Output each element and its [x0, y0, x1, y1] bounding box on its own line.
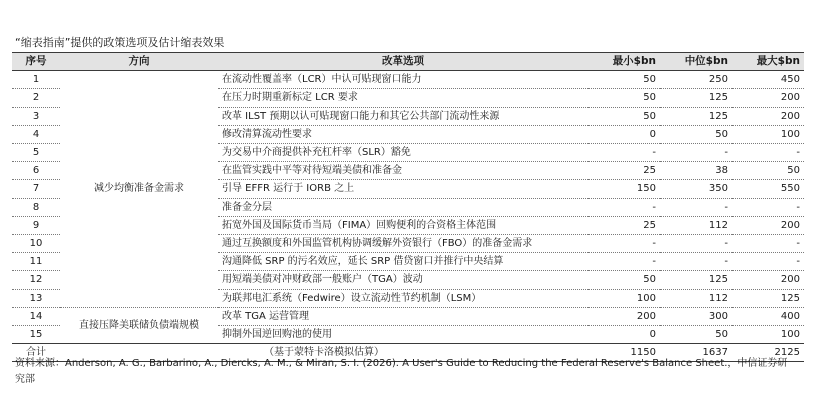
row-option: 在监管实践中平等对待短端美债和准备金 [218, 162, 588, 180]
row-number: 15 [29, 329, 43, 341]
row-median: 250 [660, 71, 732, 89]
table-row [12, 71, 804, 89]
row-min: 0 [649, 329, 656, 341]
row-number: 1 [12, 71, 60, 89]
row-option: 沟通降低 SRP 的污名效应，延长 SRP 借贷窗口并推行中央结算 [218, 253, 588, 271]
row-option: 为交易中介商提供补充杠杆率（SLR）豁免 [218, 144, 588, 162]
row-min: 50 [588, 71, 660, 89]
row-median: - [660, 144, 732, 162]
row-number: 10 [12, 235, 60, 253]
row-max: - [732, 235, 804, 253]
row-median: 125 [660, 271, 732, 289]
row-median: 300 [660, 307, 732, 325]
row-option: 在流动性覆盖率（LCR）中认可贴现窗口能力 [218, 71, 588, 89]
row-min: 150 [588, 180, 660, 198]
row-median: - [660, 253, 732, 271]
row-direction: 减少均衡准备金需求 [60, 71, 218, 308]
row-option: 拓宽外国及国际货币当局（FIMA）回购便利的合资格主体范围 [218, 216, 588, 234]
header-min: 最小$bn [588, 53, 660, 71]
row-max: 200 [732, 216, 804, 234]
row-number: 2 [12, 89, 60, 107]
row-number: 9 [12, 216, 60, 234]
row-min: 25 [588, 216, 660, 234]
total-median: 1637 [660, 344, 732, 362]
total-max: 2125 [732, 344, 804, 362]
row-median: 125 [660, 107, 732, 125]
table-header-row [12, 53, 804, 71]
table-caption: “缩表指南”提供的政策选项及估计缩表效果 [15, 36, 225, 49]
row-number: 8 [12, 198, 60, 216]
row-median: - [660, 198, 732, 216]
row-direction: 直接压降美联储负债端规模 [79, 319, 199, 331]
table-row [12, 307, 804, 325]
row-option: 修改清算流动性要求 [218, 125, 588, 143]
row-number: 4 [12, 125, 60, 143]
row-max: 450 [732, 71, 804, 89]
row-max: 50 [732, 162, 804, 180]
row-option: 引导 EFFR 运行于 IORB 之上 [218, 180, 588, 198]
row-max: - [732, 253, 804, 271]
header-max: 最大$bn [732, 53, 804, 71]
header-median: 中位$bn [660, 53, 732, 71]
row-median: 350 [660, 180, 732, 198]
row-median: 50 [660, 125, 732, 143]
row-median: 112 [660, 289, 732, 307]
row-min: 50 [588, 107, 660, 125]
row-min: 50 [588, 271, 660, 289]
row-max: 100 [780, 329, 800, 341]
row-number: 12 [12, 271, 60, 289]
row-median: 38 [660, 162, 732, 180]
row-max: - [732, 144, 804, 162]
row-max: 100 [732, 125, 804, 143]
row-option: 为联邦电汇系统（Fedwire）设立流动性节约机制（LSM） [218, 289, 588, 307]
row-number: 5 [12, 144, 60, 162]
row-number: 6 [12, 162, 60, 180]
header-option: 改革选项 [218, 53, 588, 71]
row-max: 200 [732, 107, 804, 125]
row-min: 50 [588, 89, 660, 107]
row-median: 125 [660, 89, 732, 107]
source-note: 资料来源：Anderson, A. G., Barbarino, A., Diercks, A. M., & Miran, S. I. (2026). A User's Guide to Reducing the Federal Reserve's Balance Sheet.，中信证券研究部 [15, 358, 788, 385]
table-body [12, 71, 804, 344]
row-number: 7 [12, 180, 60, 198]
total-label: 合计 [12, 344, 60, 362]
row-option: 准备金分层 [218, 198, 588, 216]
row-min: - [588, 198, 660, 216]
total-min: 1150 [588, 344, 660, 362]
header-no: 序号 [12, 53, 60, 71]
row-max: 400 [732, 307, 804, 325]
row-option: 抑制外国逆回购池的使用 [222, 329, 332, 341]
row-min: - [588, 253, 660, 271]
row-number: 3 [12, 107, 60, 125]
row-number: 14 [12, 307, 60, 325]
row-max: 200 [732, 89, 804, 107]
row-min: 100 [588, 289, 660, 307]
header-direction: 方向 [60, 53, 218, 71]
row-max: 200 [732, 271, 804, 289]
row-option: 通过互换额度和外国监管机构协调缓解外资银行（FBO）的准备金需求 [218, 235, 588, 253]
row-median: 112 [660, 216, 732, 234]
row-max: - [732, 198, 804, 216]
row-option: 在压力时期重新标定 LCR 要求 [218, 89, 588, 107]
row-max: 125 [732, 289, 804, 307]
row-max: 550 [732, 180, 804, 198]
row-min: - [588, 235, 660, 253]
row-option: 改革 TGA 运营管理 [218, 307, 588, 325]
row-median: - [660, 235, 732, 253]
row-min: - [588, 144, 660, 162]
row-number: 11 [12, 253, 60, 271]
policy-options-table [12, 52, 804, 362]
row-option: 用短端美债对冲财政部一般账户（TGA）波动 [218, 271, 588, 289]
row-min: 200 [588, 307, 660, 325]
row-option: 改革 ILST 预期以认可贴现窗口能力和其它公共部门流动性来源 [218, 107, 588, 125]
row-number: 13 [12, 289, 60, 307]
row-min: 0 [588, 125, 660, 143]
total-note: （基于蒙特卡洛模拟估算） [60, 344, 588, 362]
row-median: 50 [715, 329, 728, 341]
row-min: 25 [588, 162, 660, 180]
